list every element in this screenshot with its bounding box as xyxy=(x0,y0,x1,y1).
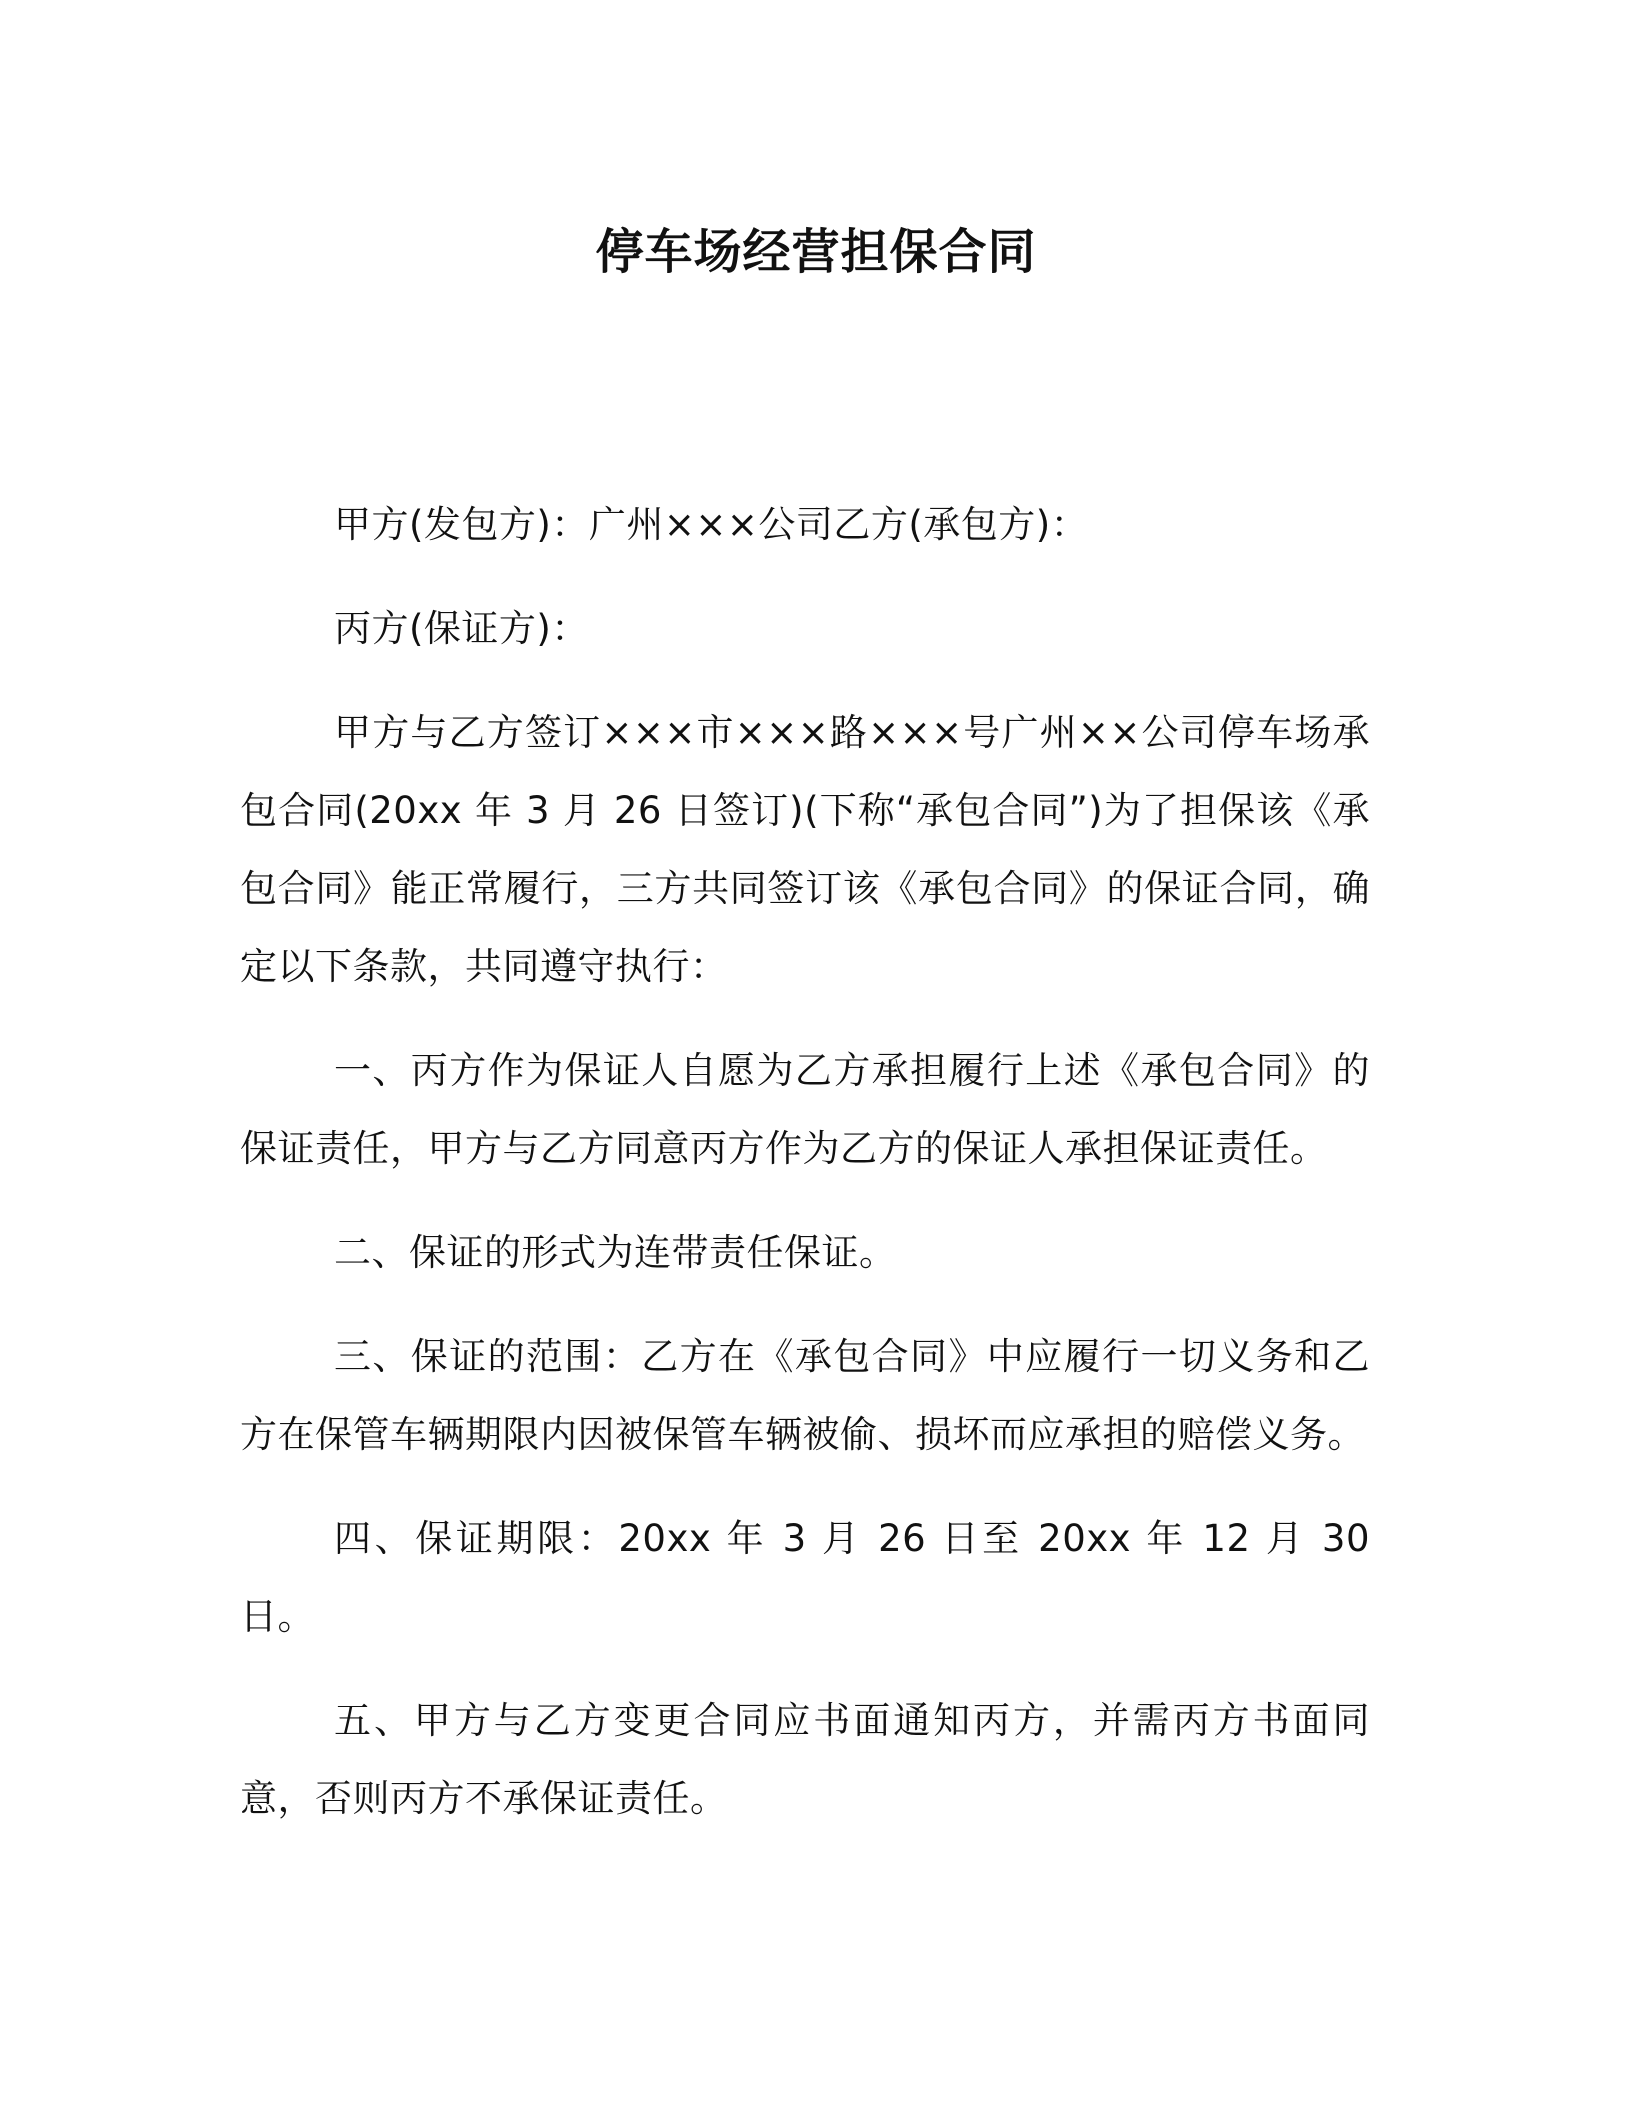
preamble-paragraph: 甲方与乙方签订×××市×××路×××号广州××公司停车场承包合同(20xx 年 3 月 26 日签订)(下称“承包合同”)为了担保该《承包合同》能正常履行，三方共同签订该《承包合同》的保证合同，确定以下条款，共同遵守执行： xyxy=(240,711,1370,988)
clause-1: 一、丙方作为保证人自愿为乙方承担履行上述《承包合同》的保证责任，甲方与乙方同意丙方作为乙方的保证人承担保证责任。 xyxy=(240,1049,1370,1170)
party-a-b-line: 甲方(发包方)：广州×××公司乙方(承包方)： xyxy=(334,503,1089,546)
clause-3: 三、保证的范围：乙方在《承包合同》中应履行一切义务和乙方在保管车辆期限内因被保管车辆被偷、损坏而应承担的赔偿义务。 xyxy=(240,1335,1370,1456)
document-body xyxy=(240,486,1370,1864)
document-title: 停车场经营担保合同 xyxy=(595,224,1037,280)
clause-5: 五、甲方与乙方变更合同应书面通知丙方，并需丙方书面同意，否则丙方不承保证责任。 xyxy=(240,1699,1370,1820)
clause-4: 四、保证期限：20xx 年 3 月 26 日至 20xx 年 12 月 30 日。 xyxy=(240,1517,1370,1638)
clause-2: 二、保证的形式为连带责任保证。 xyxy=(334,1231,897,1274)
party-c-line: 丙方(保证方)： xyxy=(334,607,589,650)
